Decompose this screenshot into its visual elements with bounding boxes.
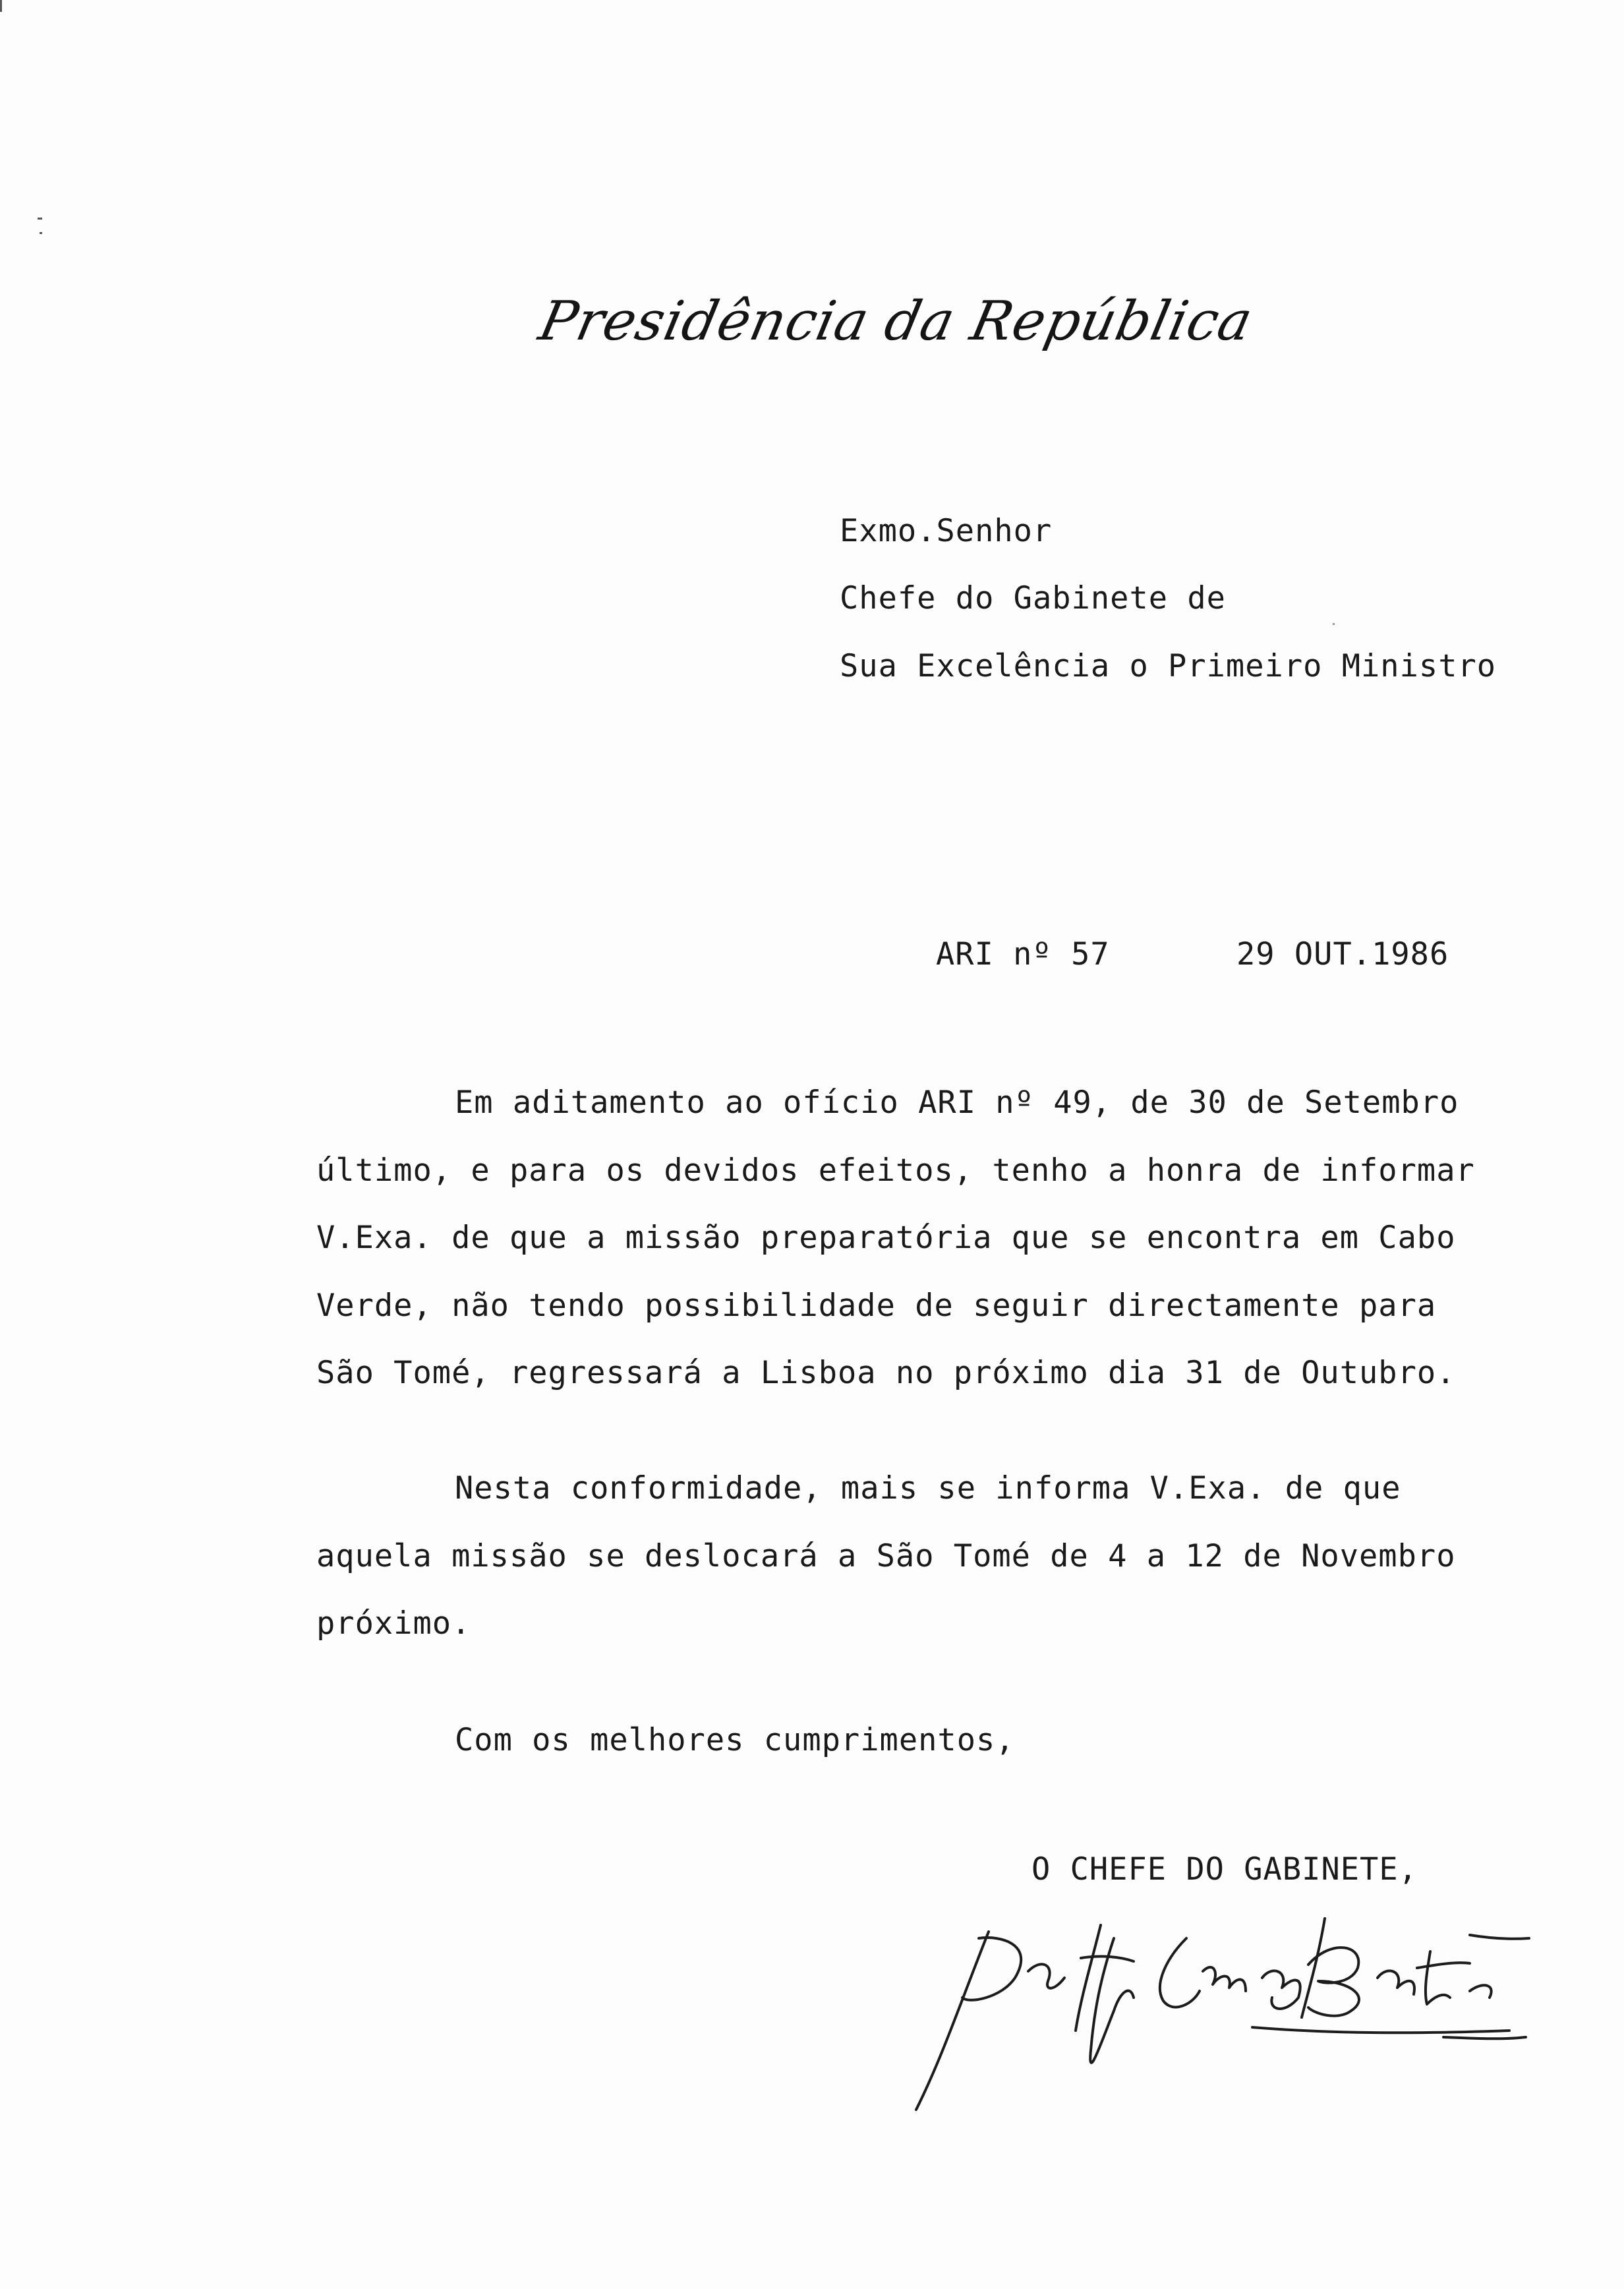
- signature-icon: [903, 1899, 1562, 2116]
- paragraph2-line-2: aquela missão se deslocará a São Tomé de 4 a 12 de Novembro: [316, 1538, 1456, 1574]
- signatory-title: O CHEFE DO GABINETE,: [1031, 1851, 1418, 1888]
- paragraph1-line-4: Verde, não tendo possibilidade de seguir directamente para: [316, 1288, 1437, 1324]
- letterhead: Presidência da República: [533, 290, 1259, 353]
- scan-mark: [0, 0, 2, 12]
- address-line-1: Exmo.Senhor: [840, 513, 1053, 549]
- scan-mark: [1333, 623, 1335, 625]
- paragraph1-line-1: Em aditamento ao ofício ARI nº 49, de 30 de Setembro: [455, 1085, 1459, 1121]
- paragraph1-line-3: V.Exa. de que a missão preparatória que se encontra em Cabo: [316, 1220, 1456, 1256]
- letter-date: 29 OUT.1986: [1236, 936, 1449, 972]
- address-line-3: Sua Excelência o Primeiro Ministro: [840, 648, 1497, 684]
- reference-number: ARI nº 57: [936, 936, 1110, 972]
- scan-mark: [40, 232, 42, 234]
- paragraph2-line-3: próximo.: [316, 1605, 471, 1642]
- closing-greeting: Com os melhores cumprimentos,: [455, 1722, 1015, 1758]
- paragraph1-line-2: último, e para os devidos efeitos, tenho a honra de informar: [316, 1152, 1475, 1189]
- address-line-2: Chefe do Gabinete de: [840, 580, 1226, 616]
- scan-mark: [38, 218, 42, 220]
- paragraph1-line-5: São Tomé, regressará a Lisboa no próximo dia 31 de Outubro.: [316, 1355, 1456, 1391]
- paragraph2-line-1: Nesta conformidade, mais se informa V.Exa. de que: [455, 1470, 1401, 1506]
